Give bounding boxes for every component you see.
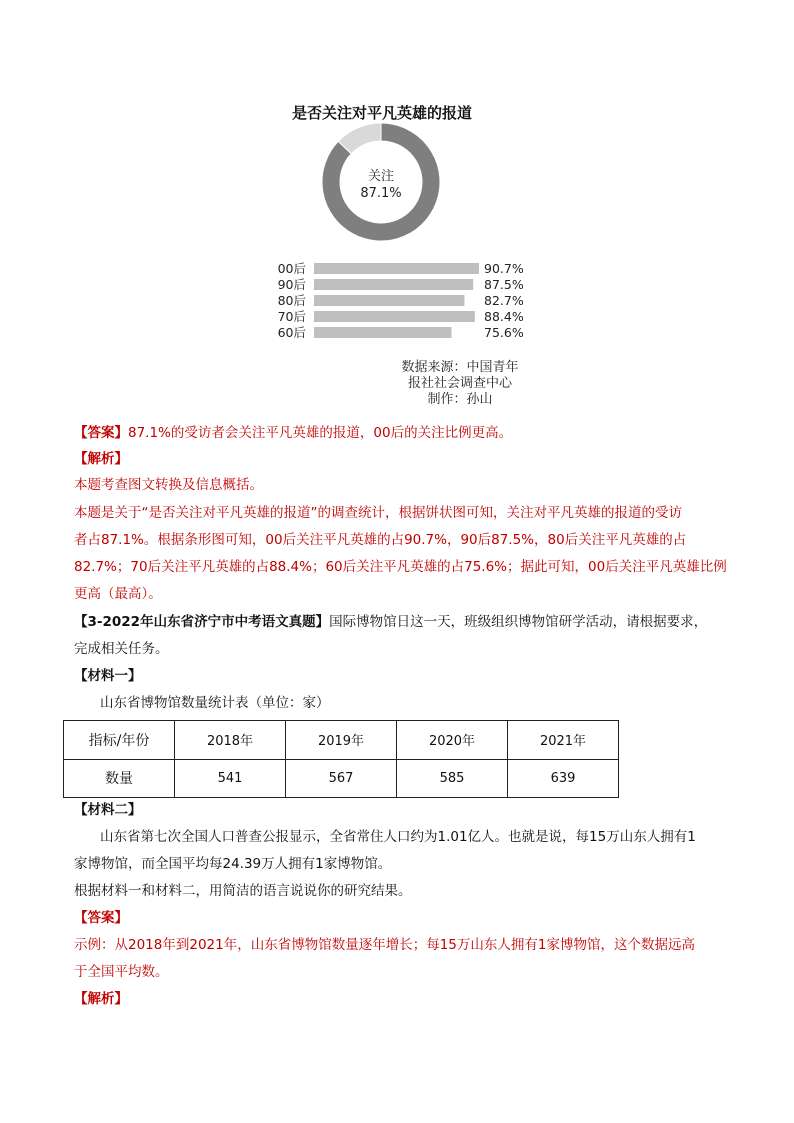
bar-4 [314, 327, 452, 338]
question-3-text-1: 国际博物馆日这一天，班级组织博物馆研学活动，请根据要求， [329, 614, 708, 630]
analysis-1-line-4: 82.7%；70后关注平凡英雄的占88.4%；60后关注平凡英雄的占75.6%；据此可知，00后关注平凡英雄比例 [74, 559, 727, 575]
bar-category-label: 80后 [277, 293, 306, 308]
material-2-line-1: 山东省第七次全国人口普查公报显示，全省常住人口约为1.01亿人。也就是说，每15万山东人拥有1 [100, 829, 696, 845]
table-header-cell: 2018年 [175, 721, 286, 760]
bar-3 [314, 311, 475, 322]
table-row [64, 759, 619, 798]
bar-category-label: 70后 [277, 309, 306, 324]
bar-0 [314, 263, 479, 274]
analysis-1-tag: 【解析】 [74, 451, 128, 467]
analysis-1-line-1: 本题考查图文转换及信息概括。 [74, 477, 263, 493]
bar-1 [314, 279, 473, 290]
material-1-tag: 【材料一】 [74, 668, 142, 684]
answer-2-line-2: 于全国平均数。 [74, 964, 169, 980]
answer-2-tag: 【答案】 [74, 910, 128, 926]
bar-value-label: 82.7% [484, 293, 524, 308]
analysis-1-line-5: 更高（最高）。 [74, 586, 162, 602]
chart-title: 是否关注对平凡英雄的报道 [292, 104, 473, 122]
table-cell: 585 [397, 759, 508, 798]
credit-source: 数据来源：中国青年 [401, 360, 519, 375]
bar-value-label: 75.6% [484, 325, 524, 340]
bar-category-label: 90后 [277, 277, 306, 292]
donut-center-value: 87.1% [360, 186, 402, 201]
bar-value-label: 90.7% [484, 261, 524, 276]
credit-author: 制作：孙山 [427, 392, 493, 407]
analysis-1-line-3: 者占87.1%。根据条形图可知，00后关注平凡英雄的占90.7%，90后87.5%，80后关注平凡英雄的占 [74, 532, 687, 548]
bar-value-label: 88.4% [484, 309, 524, 324]
donut-center-label: 关注 [367, 169, 395, 184]
answer-1 [74, 420, 512, 446]
credit-center: 报社社会调查中心 [407, 376, 512, 391]
material-2-line-2: 家博物馆，而全国平均每24.39万人拥有1家博物馆。 [74, 856, 392, 872]
table-cell: 567 [286, 759, 397, 798]
table-header-row [64, 721, 619, 760]
analysis-2-tag: 【解析】 [74, 991, 128, 1007]
analysis-1-line-2: 本题是关于“是否关注对平凡英雄的报道”的调查统计，根据饼状图可知，关注对平凡英雄的报道的受访 [74, 505, 682, 521]
material-2-tag: 【材料二】 [74, 802, 142, 818]
table-header-cell: 2020年 [397, 721, 508, 760]
bar-category-label: 00后 [277, 261, 306, 276]
table-header-cell: 2021年 [508, 721, 619, 760]
answer-1-tag: 【答案】 [74, 425, 128, 441]
bar-category-label: 60后 [277, 325, 306, 340]
material-1-caption: 山东省博物馆数量统计表（单位：家） [100, 695, 330, 711]
bar-value-label: 87.5% [484, 277, 524, 292]
question-3-text-2: 完成相关任务。 [74, 641, 169, 657]
material-2-question: 根据材料一和材料二，用简洁的语言说说你的研究结果。 [74, 883, 412, 899]
answer-1-text: 87.1%的受访者会关注平凡英雄的报道，00后的关注比例更高。 [128, 425, 513, 441]
table-cell: 541 [175, 759, 286, 798]
table-header-cell: 指标/年份 [64, 721, 175, 760]
museum-stats-table [63, 720, 619, 798]
table-cell: 数量 [64, 759, 175, 798]
answer-2-line-1: 示例：从2018年到2021年，山东省博物馆数量逐年增长；每15万山东人拥有1家博物馆，这个数据远高 [74, 937, 695, 953]
question-3 [74, 609, 707, 635]
bar-chart [278, 261, 524, 340]
table-cell: 639 [508, 759, 619, 798]
table-header-cell: 2019年 [286, 721, 397, 760]
bar-2 [314, 295, 464, 306]
question-3-tag: 【3-2022年山东省济宁市中考语文真题】 [74, 614, 330, 630]
